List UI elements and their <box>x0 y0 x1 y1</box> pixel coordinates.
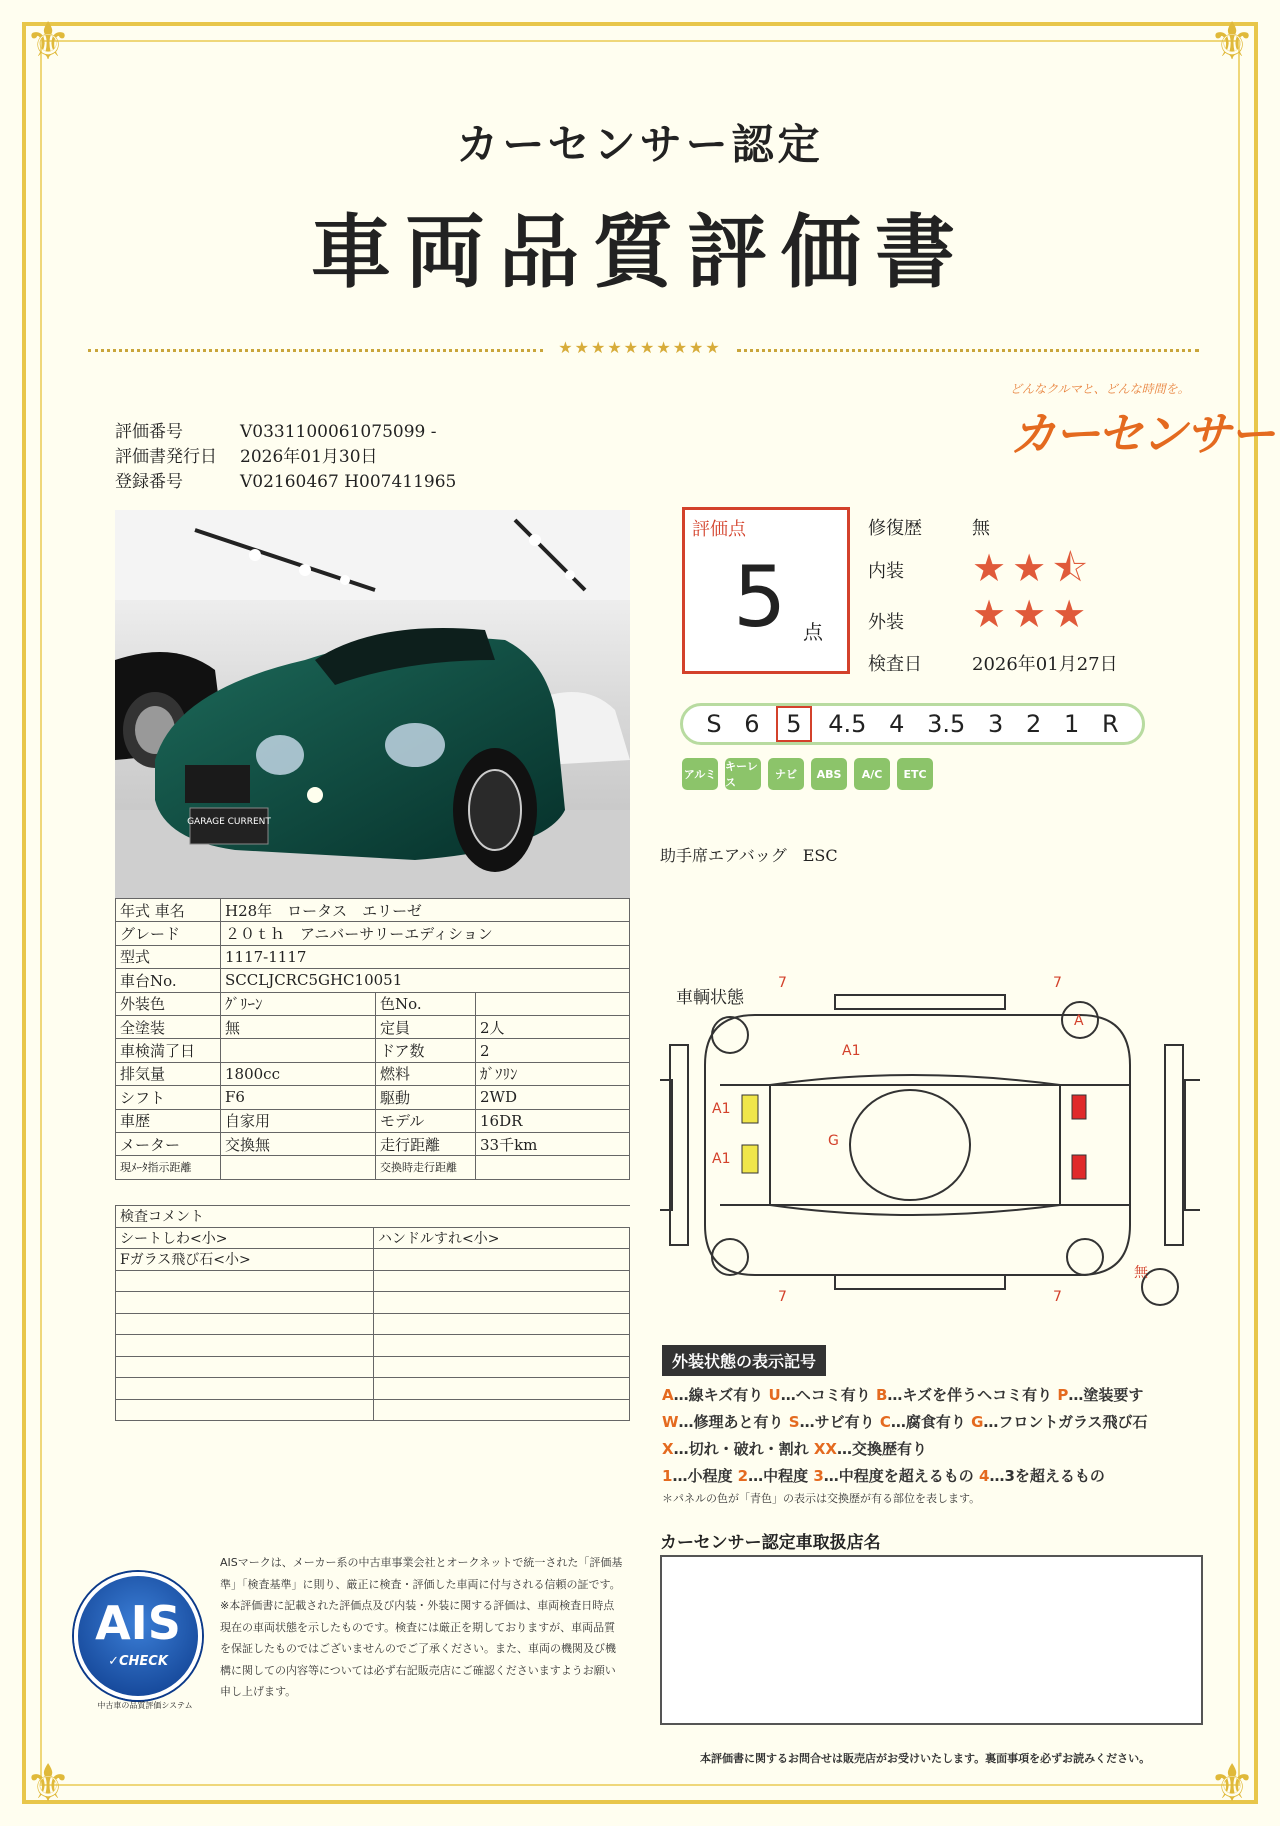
inspection-date: 2026年01月27日 <box>972 654 1118 675</box>
table-cell: 燃料 <box>376 1062 476 1085</box>
svg-text:7: 7 <box>778 975 787 991</box>
table-cell: シートしわ<小> <box>116 1227 374 1249</box>
table-cell: 走行距離 <box>376 1132 476 1155</box>
etc-icon: ETC <box>897 758 933 790</box>
table-cell: 型式 <box>116 945 221 968</box>
table-row <box>116 1249 630 1271</box>
table-cell: 自家用 <box>221 1109 376 1132</box>
divider <box>88 349 543 352</box>
shop-name-box <box>660 1555 1203 1725</box>
table-row <box>116 1062 630 1085</box>
table-cell: ｸﾞﾘｰﾝ <box>221 992 376 1015</box>
airbag-text: 助手席エアバッグ ESC <box>660 846 838 865</box>
table-row <box>116 1313 630 1335</box>
meta-row: 評価番号 V0331100061075099 - <box>115 422 437 442</box>
svg-text:A1: A1 <box>842 1043 861 1059</box>
table-cell <box>374 1249 630 1271</box>
table-cell <box>476 992 630 1015</box>
svg-text:無: 無 <box>1134 1265 1148 1281</box>
table-cell <box>374 1335 630 1357</box>
exterior-label: 外装 <box>868 612 904 633</box>
ais-caption: 中古車の品質評価システム <box>97 1701 193 1710</box>
table-row <box>116 1335 630 1357</box>
table-cell <box>374 1292 630 1314</box>
grade-item: 6 <box>744 710 760 738</box>
table-row <box>116 992 630 1015</box>
table-cell <box>374 1313 630 1335</box>
table-cell: H28年 ロータス エリーゼ <box>221 899 630 922</box>
table-cell <box>374 1378 630 1400</box>
table-row <box>116 1039 630 1062</box>
table-row <box>116 1132 630 1155</box>
table-cell: 2 <box>476 1039 630 1062</box>
repair-value: 無 <box>972 518 990 539</box>
brand-slogan: どんなクルマと、どんな時間を。 <box>1010 382 1190 396</box>
vehicle-condition-diagram <box>660 975 1200 1315</box>
table-cell <box>116 1292 374 1314</box>
table-cell: 1117-1117 <box>221 945 630 968</box>
table-cell <box>476 1156 630 1179</box>
score-label: 評価点 <box>692 519 746 540</box>
table-cell <box>374 1399 630 1421</box>
grade-item: 3.5 <box>927 710 966 738</box>
grade-item: R <box>1101 710 1119 738</box>
meta-row: 評価書発行日 2026年01月30日 <box>115 447 378 467</box>
table-cell <box>374 1270 630 1292</box>
table-cell <box>116 1378 374 1400</box>
table-cell <box>116 1399 374 1421</box>
table-row <box>116 1086 630 1109</box>
interior-label: 内装 <box>868 561 904 582</box>
table-cell: グレード <box>116 922 221 945</box>
table-cell: 色No. <box>376 992 476 1015</box>
table-cell: 無 <box>221 1015 376 1038</box>
table-cell: ハンドルすれ<小> <box>374 1227 630 1249</box>
alloy-wheel-icon: アルミ <box>682 758 718 790</box>
table-cell <box>116 1313 374 1335</box>
divider <box>737 349 1199 352</box>
plate-text: GARAGE CURRENT <box>187 817 271 827</box>
ac-icon: A/C <box>854 758 890 790</box>
svg-text:A1: A1 <box>712 1151 731 1167</box>
grade-item-selected: 5 <box>776 706 811 742</box>
table-cell <box>116 1270 374 1292</box>
inspection-label: 検査日 <box>868 654 922 675</box>
table-cell: 車検満了日 <box>116 1039 221 1062</box>
table-cell: 外装色 <box>116 992 221 1015</box>
table-cell: 1800cc <box>221 1062 376 1085</box>
spec-table <box>115 898 630 1180</box>
score-box <box>682 507 850 674</box>
navigation-icon: ナビ <box>768 758 804 790</box>
comment-table <box>115 1205 630 1421</box>
table-cell: 全塗装 <box>116 1015 221 1038</box>
table-row <box>116 969 630 992</box>
legend-note: ＊パネルの色が「青色」の表示は交換歴が有る部位を表します。 <box>662 1492 981 1505</box>
certificate-title: 車両品質評価書 <box>311 205 969 299</box>
ais-description: AISマークは、メーカー系の中古車事業会社とオークネットで統一された「評価基準」「検査基準」に則り、厳正に検査・評価した車両に付与される信頼の証です。※本評価書に記載された評価点及び内装・外装に関する評価は、車両検査日時点現在の車両状態を示したものです。検査には厳正を期しておりますが、車両品質を保証したものではございませんのでご了承ください。また、車両の機関及び機構に関しての内容等については必ず右記販売店にご確認くださいますようお願い申し上げます。 <box>220 1556 623 1698</box>
table-row <box>116 1399 630 1421</box>
table-row <box>116 1378 630 1400</box>
diagram-label: 車輌状態 <box>676 988 744 1008</box>
equipment-icons <box>682 758 933 790</box>
table-row <box>116 1015 630 1038</box>
svg-text:A1: A1 <box>712 1101 731 1117</box>
svg-text:7: 7 <box>778 1289 787 1305</box>
shop-header: カーセンサー認定車取扱店名 <box>660 1533 881 1553</box>
table-cell: 排気量 <box>116 1062 221 1085</box>
score-unit: 点 <box>803 620 823 644</box>
footer-note: 本評価書に関するお問合せは販売店がお受けいたします。裏面事項を必ずお読みください。 <box>700 1752 1151 1765</box>
table-cell: 33千km <box>476 1132 630 1155</box>
table-cell <box>116 1356 374 1378</box>
keyless-icon: キーレス <box>725 758 761 790</box>
fleur-de-lis-icon: ⚜ <box>24 12 72 72</box>
meta-info <box>115 420 456 495</box>
abs-icon: ABS <box>811 758 847 790</box>
grade-item: 4 <box>889 710 905 738</box>
table-row <box>116 1109 630 1132</box>
table-cell: モデル <box>376 1109 476 1132</box>
vehicle-photo <box>115 510 630 898</box>
table-cell <box>221 1156 376 1179</box>
table-row <box>116 945 630 968</box>
table-cell: 駆動 <box>376 1086 476 1109</box>
svg-text:7: 7 <box>1053 1289 1062 1305</box>
interior-stars: ★★⯪ <box>972 546 1095 590</box>
table-row <box>116 1227 630 1249</box>
table-cell: Fガラス飛び石<小> <box>116 1249 374 1271</box>
table-row <box>116 1156 630 1179</box>
table-cell: 交換時走行距離 <box>376 1156 476 1179</box>
table-row <box>116 1270 630 1292</box>
table-cell: 2人 <box>476 1015 630 1038</box>
table-row <box>116 1356 630 1378</box>
table-cell <box>221 1039 376 1062</box>
carsensor-logo: カーセンサー <box>1010 407 1274 461</box>
table-cell: 定員 <box>376 1015 476 1038</box>
grade-item: S <box>706 710 722 738</box>
ais-logo-text: AIS <box>95 1596 181 1650</box>
table-cell <box>374 1356 630 1378</box>
table-cell: 車台No. <box>116 969 221 992</box>
meta-row: 登録番号 V02160467 H007411965 <box>115 472 457 492</box>
table-cell: 2WD <box>476 1086 630 1109</box>
divider-stars: ★★★★★★★★★★ <box>558 338 722 357</box>
grade-item: 2 <box>1025 710 1042 738</box>
table-cell: SCCLJCRC5GHC10051 <box>221 969 630 992</box>
table-cell: ｶﾞｿﾘﾝ <box>476 1062 630 1085</box>
table-cell <box>116 1335 374 1357</box>
svg-text:7: 7 <box>1053 975 1062 991</box>
grade-item: 3 <box>987 710 1004 738</box>
svg-text:G: G <box>828 1133 839 1149</box>
table-row <box>116 1206 630 1228</box>
table-cell: ドア数 <box>376 1039 476 1062</box>
table-cell: 16DR <box>476 1109 630 1132</box>
fleur-de-lis-icon: ⚜ <box>24 1754 72 1814</box>
table-cell: 車歴 <box>116 1109 221 1132</box>
svg-text:A: A <box>1074 1013 1084 1029</box>
table-row <box>116 1292 630 1314</box>
table-cell: ２０ｔｈ アニバーサリーエディション <box>221 922 630 945</box>
table-cell: 交換無 <box>221 1132 376 1155</box>
table-cell: メーター <box>116 1132 221 1155</box>
table-cell: F6 <box>221 1086 376 1109</box>
legend-header: 外装状態の表示記号 <box>662 1345 826 1376</box>
grade-item: 1 <box>1063 710 1080 738</box>
exterior-stars: ★★★ <box>972 592 1093 636</box>
table-row <box>116 922 630 945</box>
legend: A…線キズ有り U…ヘコミ有り B…キズを伴うヘコミ有り P…塗装要す W…修理あと有り S…サビ有り C…腐食有り G…フロントガラス飛び石 X…切れ・破れ・割れ XX…交換歴有り 1…小程度 2…中程度 3…中程度を超えるもの 4…3を超えるもの <box>662 1386 1148 1485</box>
repair-label: 修復歴 <box>868 518 922 539</box>
grade-scale <box>680 703 1145 745</box>
fleur-de-lis-icon: ⚜ <box>1208 12 1256 72</box>
table-cell: 現ﾒｰﾀ指示距離 <box>116 1156 221 1179</box>
ais-check-text: ✓CHECK <box>108 1654 168 1669</box>
grade-item: 4.5 <box>828 710 867 738</box>
table-cell: シフト <box>116 1086 221 1109</box>
table-cell: 検査コメント <box>116 1206 630 1228</box>
table-cell: 年式 車名 <box>116 899 221 922</box>
fleur-de-lis-icon: ⚜ <box>1208 1754 1256 1814</box>
score-value: 5 <box>733 548 787 646</box>
table-row <box>116 899 630 922</box>
certificate-subtitle: カーセンサー認定 <box>456 120 824 169</box>
